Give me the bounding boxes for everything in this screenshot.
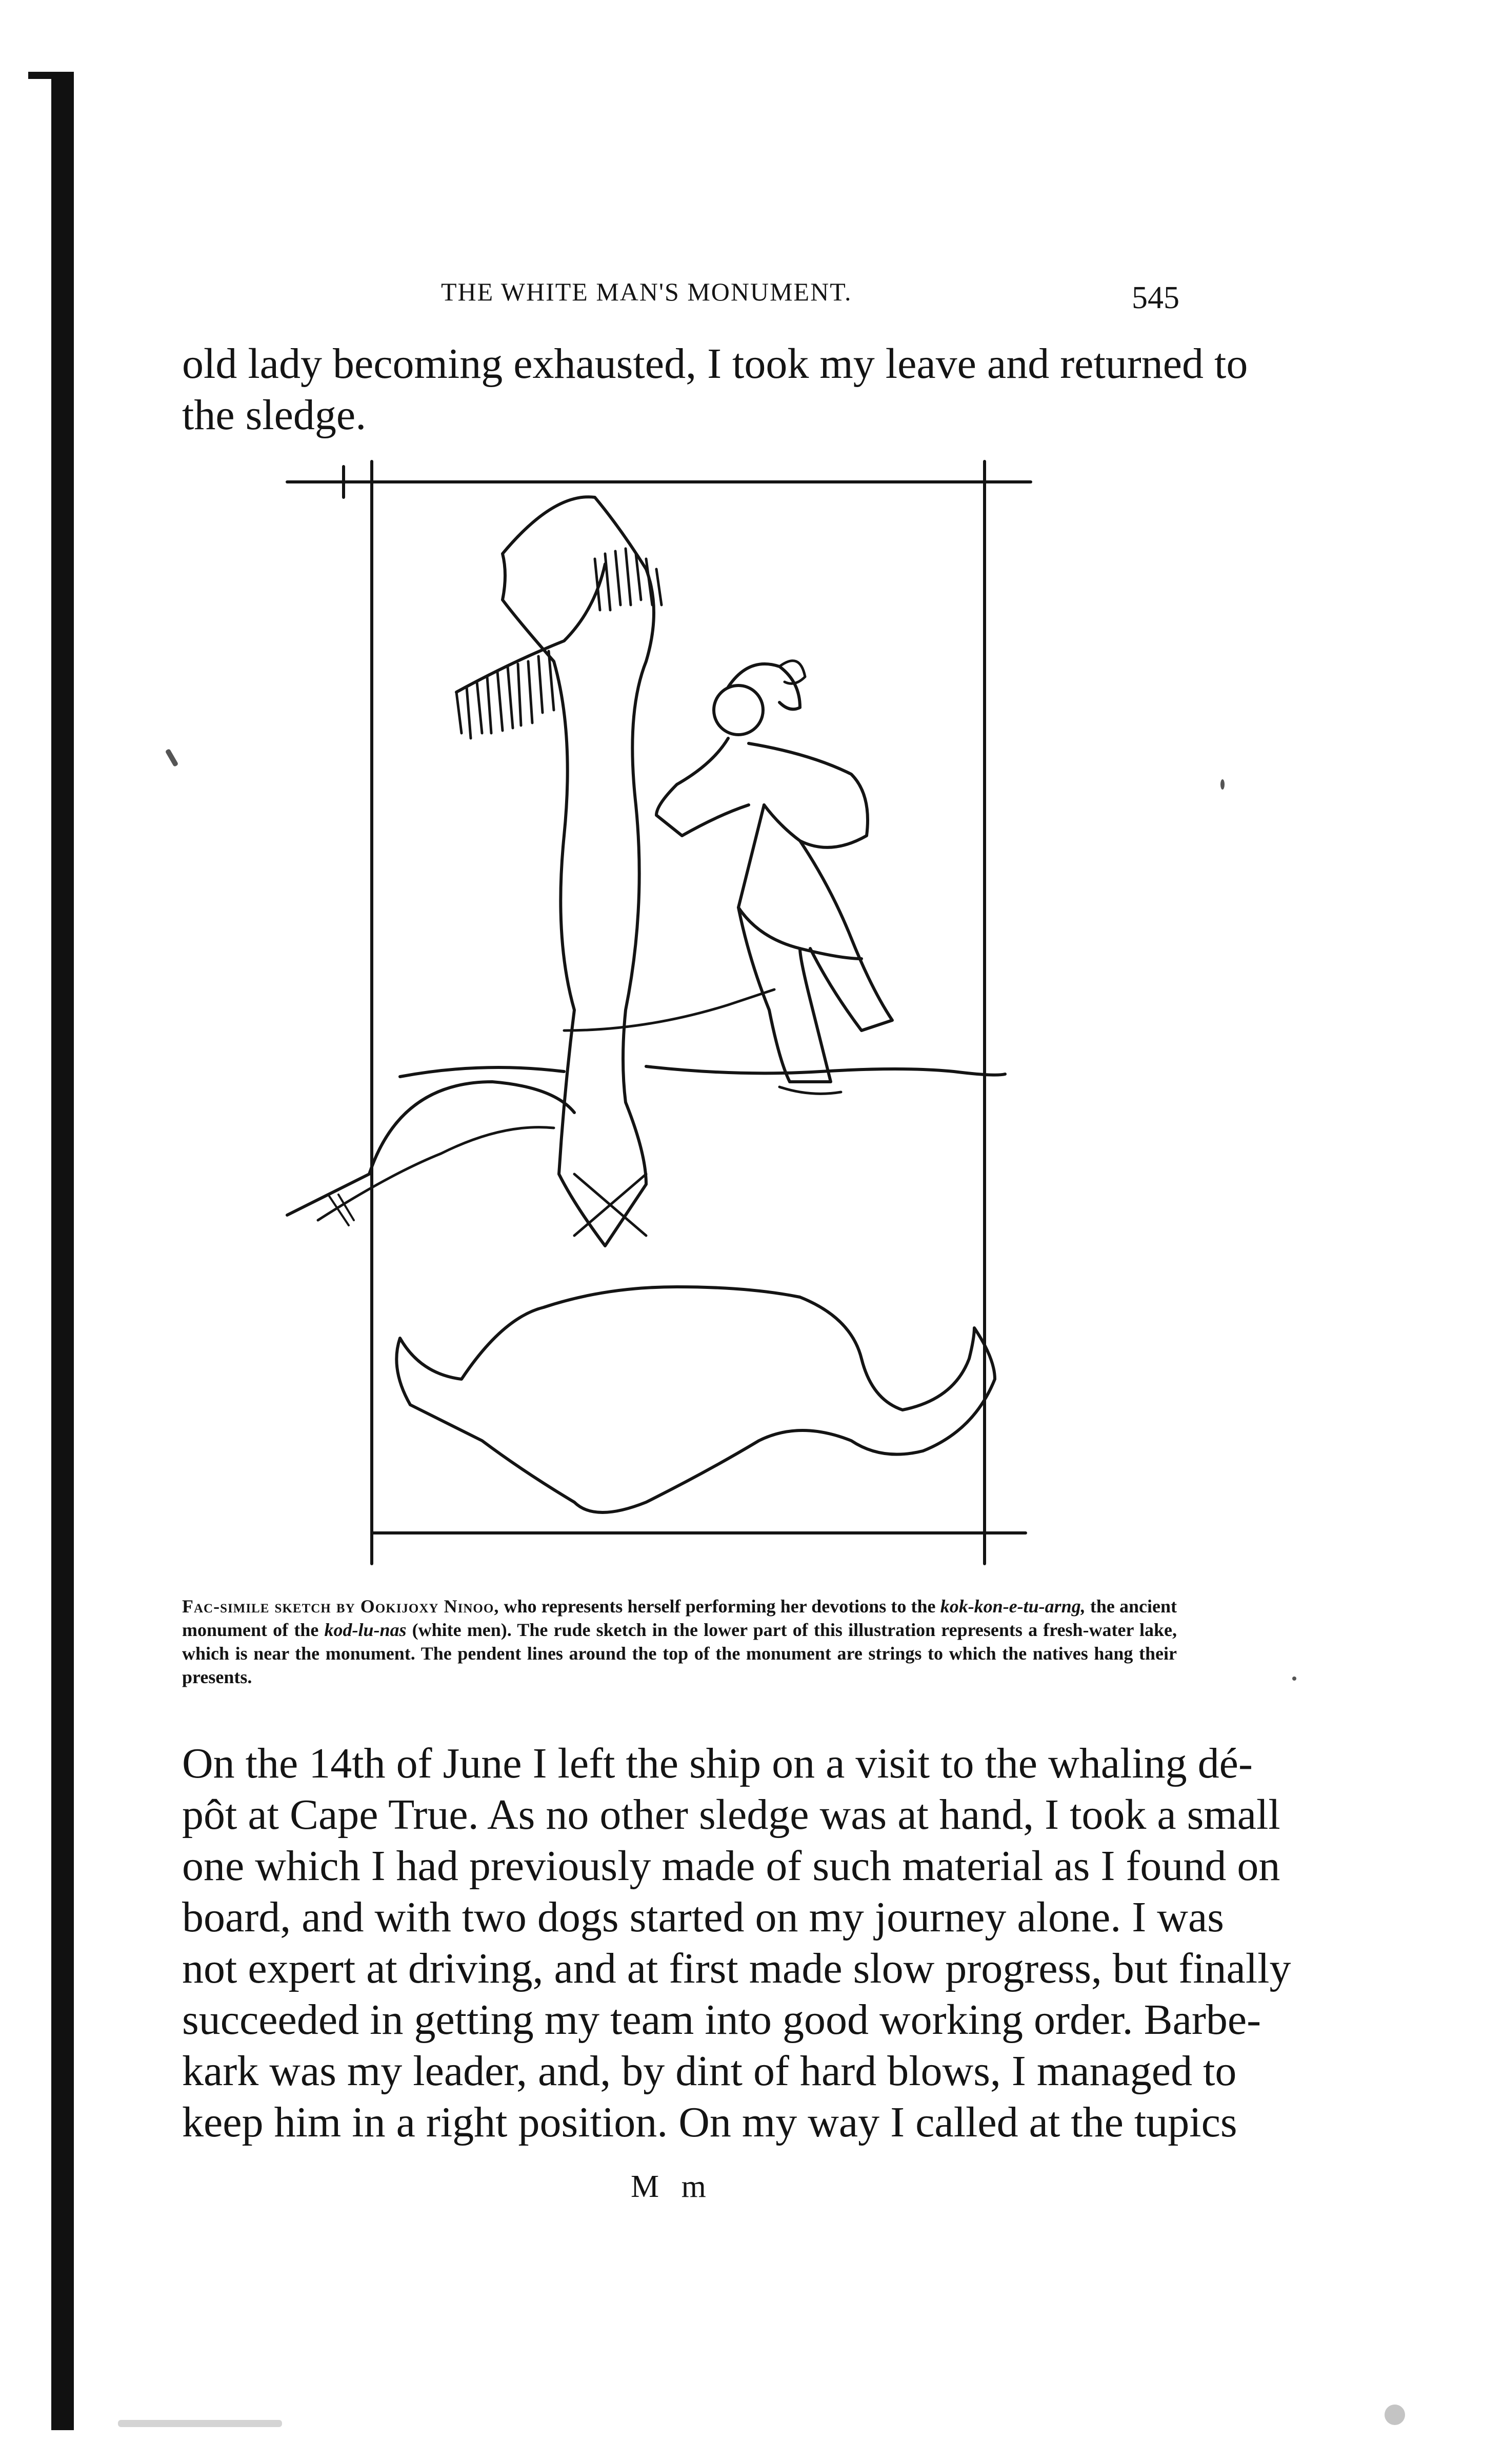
caption-lead: Fac-simile sketch by Ookijoxy Ninoo, [182,1596,499,1617]
woman-legs [738,907,831,1082]
string-band [456,564,605,692]
scan-speck [1220,779,1225,790]
main-paragraph [182,1738,1291,2148]
woman-head [714,685,763,735]
running-head [174,277,1179,323]
text-line: one which I had previously made of such material as I found on [182,1842,1280,1890]
text-line: kark was my leader, and, by dint of hard blows, I managed to [182,2047,1237,2095]
text-line: pôt at Cape True. As no other sledge was at hand, I took a small [182,1791,1280,1839]
caption-term: kok-kon-e-tu-arng, [940,1596,1086,1617]
caption-term: kod-lu-nas [324,1620,407,1640]
text-line: old lady becoming exhausted, I took my leave and returned to [182,340,1248,388]
scan-speck [1292,1677,1296,1681]
text-line: keep him in a right position. On my way I called at the tupics [182,2098,1237,2146]
caption-text: who represents herself performing her devotions to the [499,1596,940,1617]
sketch-drawing [287,446,1056,1574]
text-line: On the 14th of June I left the ship on a visit to the whaling dé- [182,1740,1253,1787]
woman-arm [656,738,749,836]
scan-speck [118,2420,282,2427]
monument-pillar [503,497,654,1246]
book-binding-edge [51,72,74,2430]
signature-mark: M m [631,2169,713,2204]
scan-speck [1385,2405,1405,2425]
caption-text: (white men). The rude sketch in the lower part of this illustration represents a fresh-water lake, which is near the monument. The pendent lines around the top of the monument are strings to which the natives hang their presents. [182,1620,1177,1687]
figure-caption [182,1594,1177,1689]
monument-sketch-illustration [287,446,1056,1574]
woman-tail [800,841,892,1031]
book-binding-lip [28,72,59,79]
running-title: THE WHITE MAN'S MONUMENT. [441,277,852,306]
page-number: 545 [1132,280,1179,315]
text-line: the sledge. [182,391,367,439]
top-paragraph [182,338,1248,441]
text-line: not expert at driving, and at first made slow progress, but finally [182,1945,1291,1992]
caption-text: the ancient monument of the [182,1596,1177,1640]
fresh-water-lake [396,1287,995,1512]
woman-coat [738,805,861,959]
hill-line [287,1082,574,1215]
woman-hood [749,743,868,847]
ground-line [400,1066,1005,1077]
text-line: board, and with two dogs started on my journey alone. I was [182,1893,1224,1941]
scan-speck [165,749,179,767]
text-line: succeeded in getting my team into good working order. Barbe- [182,1996,1261,2044]
